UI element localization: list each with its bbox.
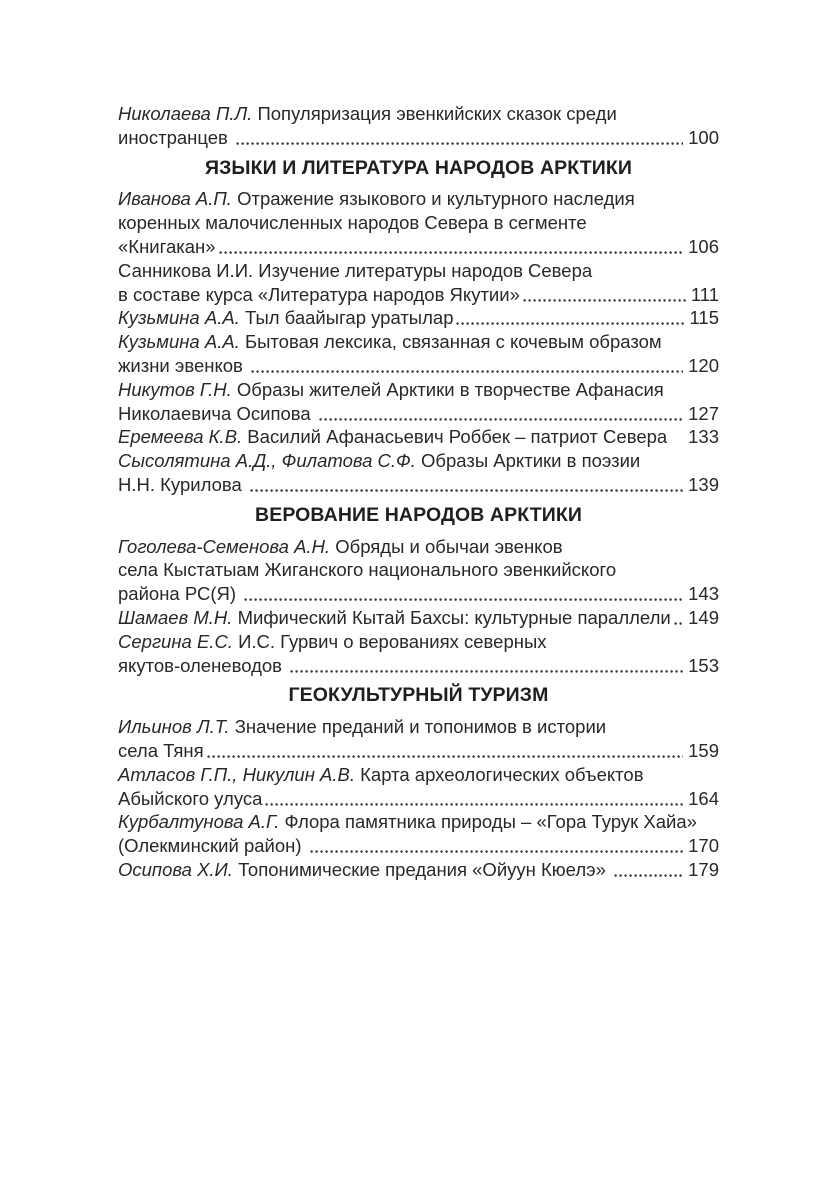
dot-leader [244, 582, 683, 606]
entry-title: Мифический Кытай Бахсы: культурные параллели [232, 606, 671, 628]
toc-entry-text [118, 235, 216, 259]
dot-leader [265, 787, 683, 811]
toc-entry-line [118, 102, 719, 126]
toc-entry-text [118, 834, 307, 858]
author-name: Атласов Г.П., Никулин А.В. [118, 763, 356, 785]
author-name: Николаева П.Л. [118, 103, 253, 124]
toc-entry-line [118, 739, 719, 763]
toc-entry-line [118, 259, 719, 283]
dot-leader [310, 834, 683, 858]
table-of-contents [118, 102, 719, 882]
dot-leader [207, 739, 683, 763]
author-name: Курбалтунова А.Г. [118, 811, 280, 833]
entry-title: (Олекминский район) [118, 835, 307, 857]
dot-leader [674, 606, 683, 630]
toc-section-heading: ГЕОКУЛЬТУРНЫЙ ТУРИЗМ [288, 684, 549, 707]
toc-entry-line [118, 283, 719, 307]
toc-entry-line [118, 787, 719, 811]
toc-entry-text [118, 378, 664, 402]
toc-entry-text [118, 630, 547, 654]
toc-entry-line [118, 211, 719, 235]
entry-title: И.С. Гурвич о верованиях северных [232, 630, 547, 652]
author-name: Сергина Е.С. [118, 630, 233, 652]
dot-leader [251, 354, 683, 378]
toc-page-number: 170 [688, 835, 719, 857]
author-name: Иванова А.П. [118, 188, 232, 210]
toc-page-number: 115 [689, 307, 719, 329]
toc-page-number: 164 [688, 787, 719, 809]
toc-entry-line [118, 606, 719, 630]
entry-title: Отражение языкового и культурного наследия [231, 188, 635, 210]
toc-page-number: 133 [688, 426, 719, 448]
toc-page-number: 106 [688, 235, 719, 257]
toc-entry-line [118, 558, 719, 582]
toc-page-number: 120 [688, 354, 719, 376]
author-name: Шамаев М.Н. [118, 606, 233, 628]
entry-title: Топонимические предания «Ойуун Кюелэ» [232, 858, 612, 880]
toc-entry-line [118, 126, 719, 150]
entry-title: Популяризация эвенкийских сказок среди [252, 103, 617, 124]
dot-leader [219, 235, 684, 259]
author-name: Ильинов Л.Т. [118, 716, 230, 738]
toc-entry-text [118, 425, 667, 449]
dot-leader [456, 306, 684, 330]
toc-entry-line [118, 187, 719, 211]
entry-title: «Книгакан» [118, 235, 216, 257]
dot-leader [250, 473, 683, 497]
toc-entry-line [118, 330, 719, 354]
toc-page-number: 179 [688, 858, 719, 880]
toc-entry-text [118, 715, 606, 739]
toc-entry-line [118, 834, 719, 858]
toc-entry-text [118, 283, 520, 307]
toc-entry-line [118, 473, 719, 497]
toc-entry-text [118, 787, 262, 811]
entry-title: Бытовая лексика, связанная с кочевым образом [239, 331, 662, 353]
toc-entry-line [118, 654, 719, 678]
entry-title: Санникова И.И. Изучение литературы народов Севера [118, 259, 593, 281]
entry-title: Н.Н. Курилова [118, 473, 247, 495]
toc-entry-text [118, 739, 204, 763]
toc-entry-text [118, 211, 587, 235]
toc-section-heading: ЯЗЫКИ И ЛИТЕРАТУРА НАРОДОВ АРКТИКИ [204, 156, 633, 179]
toc-entry-line [118, 306, 719, 330]
toc-entry-text [118, 558, 616, 582]
entry-title: Карта археологических объектов [355, 763, 644, 785]
entry-title: села Кыстатыам Жиганского национального эвенкийского [118, 559, 617, 581]
toc-entry-text [118, 473, 247, 497]
toc-entry-line [118, 630, 719, 654]
toc-entry-text [118, 535, 563, 559]
toc-page-number: 159 [688, 739, 719, 761]
toc-page-number: 149 [688, 606, 719, 628]
gap-spacer [667, 425, 688, 449]
toc-entry-line [118, 235, 719, 259]
entry-title: жизни эвенков [118, 354, 249, 376]
toc-entry-line [118, 378, 719, 402]
dot-leader [523, 283, 686, 307]
entry-title: иностранцев [118, 126, 234, 148]
toc-entry-text [118, 306, 453, 330]
entry-title: Флора памятника природы – «Гора Турук Хайа» [279, 811, 697, 833]
entry-title: Абыйского улуса [118, 787, 263, 809]
toc-entry-text [118, 102, 617, 126]
entry-title: Обряды и обычаи эвенков [330, 535, 563, 557]
toc-entry-text [118, 449, 640, 473]
toc-page-number: 143 [688, 583, 719, 605]
dot-leader [236, 126, 683, 150]
toc-entry-line [118, 858, 719, 882]
toc-entry-text [118, 330, 662, 354]
entry-title: района РС(Я) [118, 583, 242, 605]
entry-title: Образы жителей Арктики в творчестве Афанасия [231, 378, 664, 400]
toc-entry-line [118, 535, 719, 559]
toc-page-number: 100 [688, 126, 719, 148]
toc-entry-text [118, 654, 287, 678]
toc-entry-line [118, 810, 719, 834]
author-name: Никутов Г.Н. [118, 378, 232, 400]
author-name: Кузьмина А.А. [118, 307, 240, 329]
entry-title: в составе курса «Литература народов Якутии» [118, 283, 520, 305]
toc-entry-text [118, 858, 611, 882]
toc-section-heading: ВЕРОВАНИЕ НАРОДОВ АРКТИКИ [255, 503, 582, 526]
toc-entry-line [118, 449, 719, 473]
toc-entry-text [118, 126, 233, 150]
toc-entry-text [118, 582, 241, 606]
toc-entry-line [118, 354, 719, 378]
toc-entry-text [118, 259, 592, 283]
toc-entry-line [118, 582, 719, 606]
author-name: Сысолятина А.Д., Филатова С.Ф. [118, 450, 416, 472]
entry-title: коренных малочисленных народов Севера в сегменте [118, 212, 587, 234]
toc-entry-line [118, 425, 719, 449]
toc-entry-text [118, 354, 248, 378]
toc-entry-line [118, 715, 719, 739]
toc-entry-text [118, 810, 697, 834]
entry-title: Значение преданий и топонимов в истории [229, 716, 607, 738]
entry-title: Тыл баайыгар уратылар [239, 307, 454, 329]
toc-entry-line [118, 402, 719, 426]
toc-entry-text [118, 606, 671, 630]
author-name: Осипова Х.И. [118, 858, 233, 880]
toc-entry-text [118, 402, 316, 426]
dot-leader [614, 858, 683, 882]
toc-page-number: 153 [688, 654, 719, 676]
toc-page-number: 139 [688, 473, 719, 495]
dot-leader [290, 654, 683, 678]
toc-page-number: 111 [690, 283, 719, 305]
toc-page-number: 127 [688, 402, 719, 424]
entry-title: Николаевича Осипова [118, 402, 316, 424]
entry-title: Образы Арктики в поэзии [415, 450, 641, 472]
author-name: Еремеева К.В. [118, 426, 243, 448]
author-name: Гоголева-Семенова А.Н. [118, 535, 331, 557]
toc-entry-text [118, 763, 644, 787]
entry-title: Василий Афанасьевич Роббек – патриот Севера [242, 426, 668, 448]
toc-entry-text [118, 187, 635, 211]
author-name: Кузьмина А.А. [118, 331, 240, 353]
entry-title: якутов-оленеводов [118, 654, 288, 676]
toc-entry-line [118, 763, 719, 787]
dot-leader [319, 402, 683, 426]
entry-title: села Тяня [118, 739, 204, 761]
